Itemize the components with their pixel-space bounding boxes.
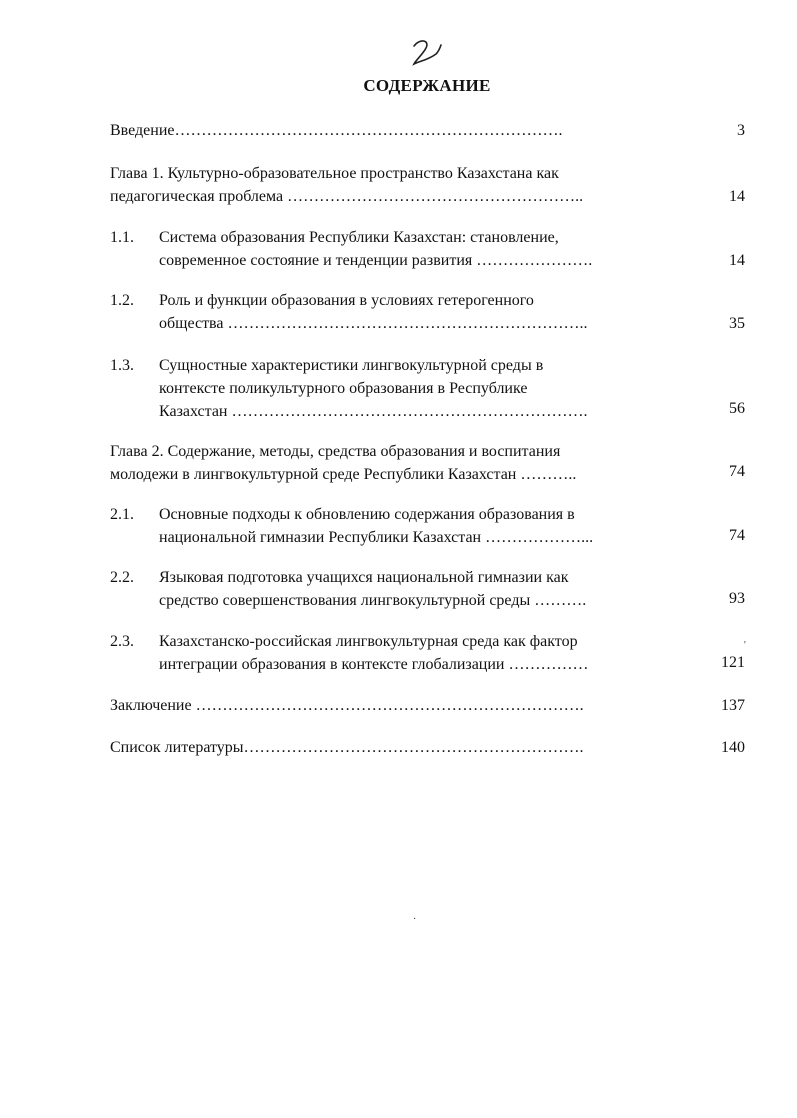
toc-section-number: 2.3.: [110, 633, 134, 650]
toc-entry-1-3: [110, 354, 745, 423]
toc-entry-chapter-2: [110, 440, 745, 486]
page-title: СОДЕРЖАНИЕ: [363, 76, 491, 95]
toc-line: контексте поликультурного образования в Республике: [159, 380, 528, 397]
toc-page-number: 137: [721, 697, 745, 714]
toc-entry-conclusion: [110, 694, 745, 717]
toc-line: Введение……………………………………………………………….: [110, 122, 563, 139]
toc-line: интеграции образования в контексте глобализации ……………: [159, 656, 589, 673]
toc-page-number: 14: [729, 188, 745, 205]
toc-entry-text: [159, 566, 586, 612]
toc-line: национальной гимназии Республики Казахстан ………………...: [159, 529, 594, 546]
toc-page-number: 3: [737, 122, 745, 139]
toc-line: Казахстан ………………………………………………………….: [159, 403, 588, 420]
toc-entry-bibliography: [110, 736, 745, 759]
scan-speck: ·: [413, 914, 417, 925]
toc-line: Основные подходы к обновлению содержания образования в: [159, 506, 575, 523]
toc-section-number: 1.1.: [110, 229, 134, 246]
toc-entry-text: [110, 736, 584, 759]
toc-entry-1-1: [110, 226, 745, 272]
toc-line: средство совершенствования лингвокультурной среды ……….: [159, 592, 587, 609]
toc-section-number: 1.2.: [110, 292, 134, 309]
scan-speck: ': [744, 640, 746, 651]
toc-entry-2-2: [110, 566, 745, 612]
toc-line: Список литературы……………………………………………………….: [110, 739, 584, 756]
handwritten-page-number: [406, 34, 446, 74]
toc-page-number: 93: [729, 590, 745, 607]
toc-line: педагогическая проблема ………………………………………………..: [110, 188, 584, 205]
toc-page-number: 140: [721, 739, 745, 756]
toc-page-number: 121: [721, 654, 745, 671]
toc-line: общества …………………………………………………………..: [159, 315, 588, 332]
toc-line: Глава 1. Культурно-образовательное пространство Казахстана как: [110, 165, 559, 182]
toc-line: Глава 2. Содержание, методы, средства образования и воспитания: [110, 443, 561, 460]
toc-entry-text: [110, 694, 584, 717]
toc-entry-text: [110, 440, 576, 486]
toc-page-number: 35: [729, 315, 745, 332]
toc-line: молодежи в лингвокультурной среде Республики Казахстан ………..: [110, 466, 577, 483]
toc-line: Заключение ……………………………………………………………….: [110, 697, 584, 714]
toc-section-number: 2.1.: [110, 506, 134, 523]
toc-line: Сущностные характеристики лингвокультурной среды в: [159, 357, 544, 374]
toc-section-number: 1.3.: [110, 357, 134, 374]
toc-entry-2-1: [110, 503, 745, 549]
toc-line: Система образования Республики Казахстан: становление,: [159, 229, 559, 246]
toc-line: современное состояние и тенденции развития ………………….: [159, 252, 593, 269]
toc-entry-1-2: [110, 289, 745, 335]
toc-entry-text: [110, 162, 583, 208]
toc-entry-text: [159, 503, 593, 549]
toc-entry-text: [159, 630, 588, 676]
toc-entry-text: [159, 354, 587, 423]
toc-line: Роль и функции образования в условиях гетерогенного: [159, 292, 534, 309]
toc-line: Языковая подготовка учащихся национальной гимназии как: [159, 569, 569, 586]
toc-entry-text: [159, 289, 588, 335]
toc-entry-chapter-1: [110, 162, 745, 208]
toc-entry-text: [159, 226, 592, 272]
toc-page-number: 56: [729, 400, 745, 417]
toc-page-number: 74: [729, 527, 745, 544]
toc-page-number: 74: [729, 463, 745, 480]
toc-entry-introduction: [110, 119, 745, 142]
toc-line: Казахстанско-российская лингвокультурная среда как фактор: [159, 633, 578, 650]
toc-entry-2-3: [110, 630, 745, 676]
toc-entry-text: [110, 119, 563, 142]
toc-page-number: 14: [729, 252, 745, 269]
toc-section-number: 2.2.: [110, 569, 134, 586]
